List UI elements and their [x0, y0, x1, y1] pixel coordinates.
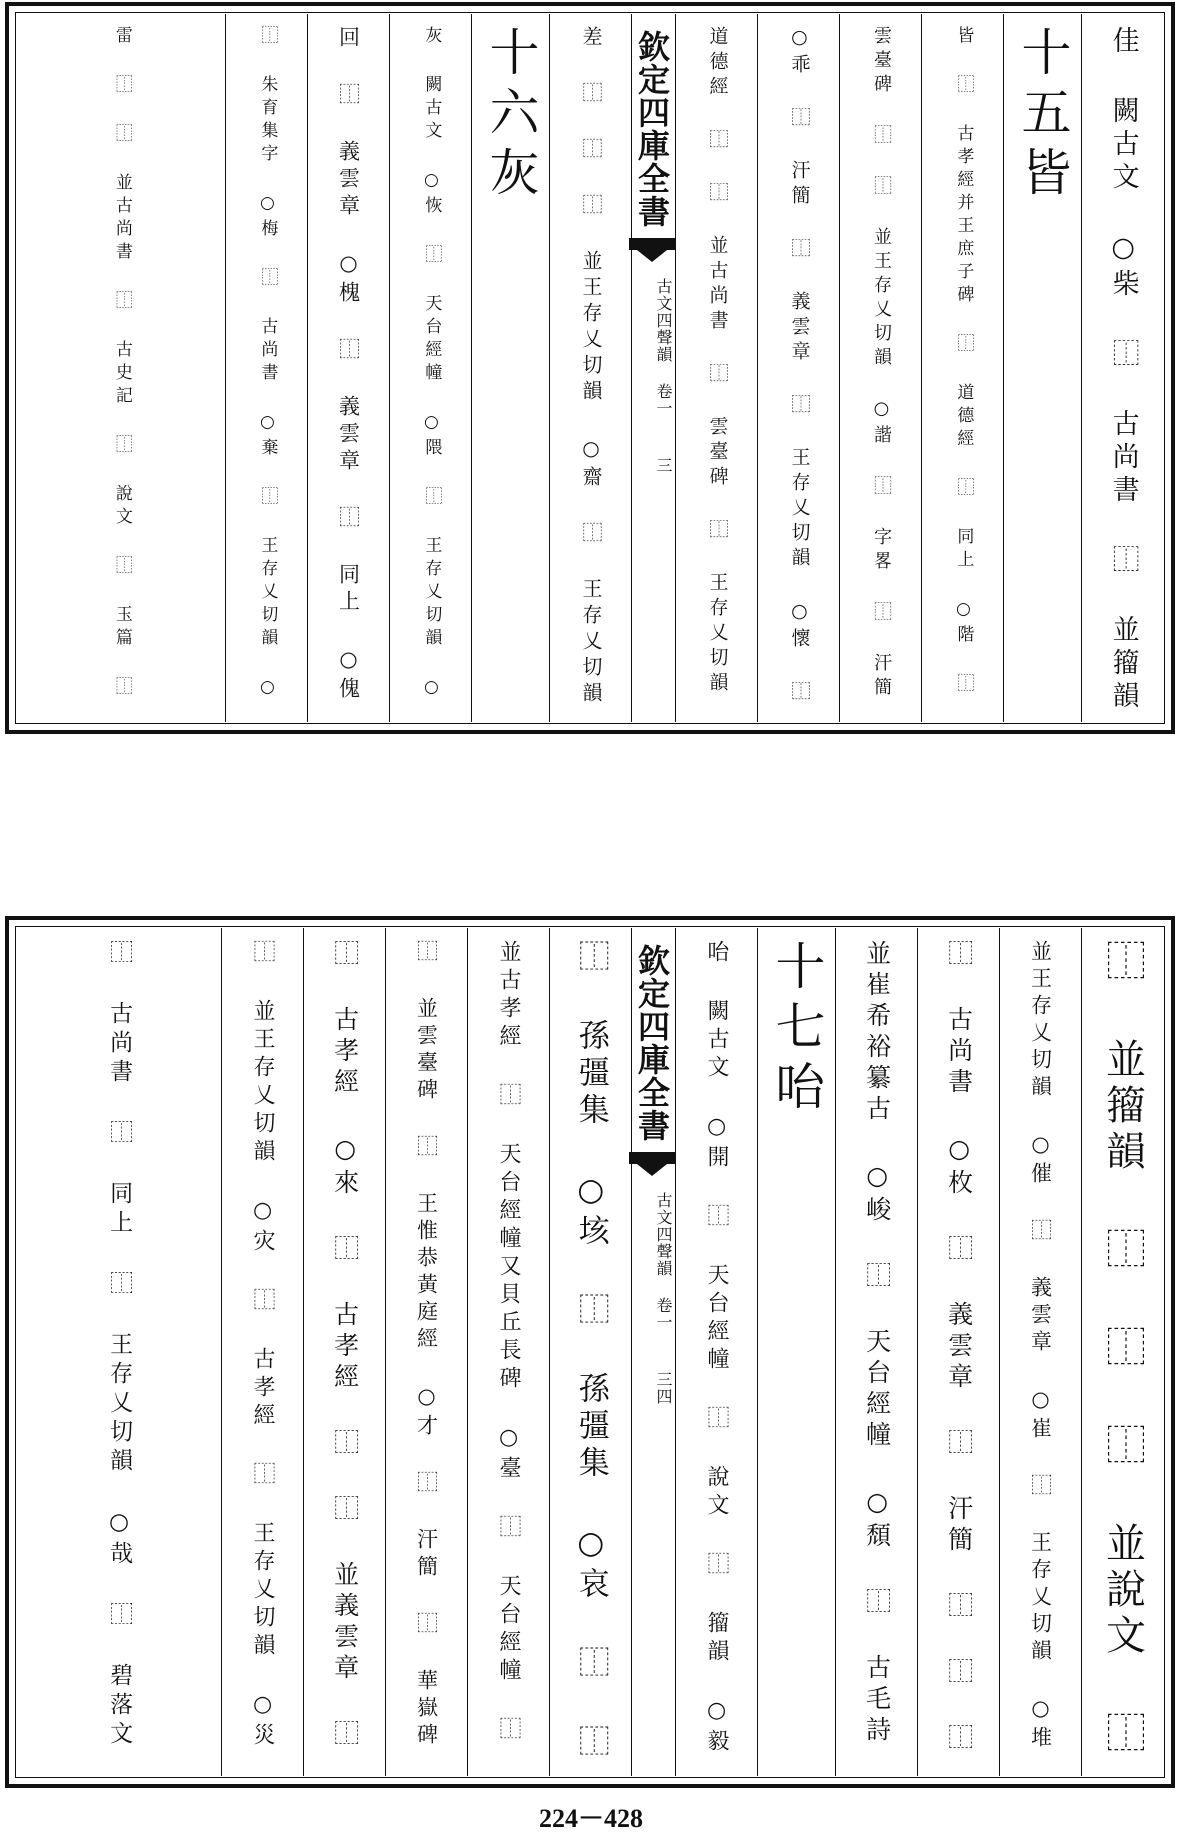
column — [1081, 928, 1163, 1776]
column-text: 雷 ⿰ ⿰ 並古尚書 ⿰ 古史記 ⿰ 說文 ⿰ 玉篇 ⿰ — [111, 26, 132, 700]
folio-number: 三 — [654, 457, 673, 474]
column — [757, 928, 835, 1776]
column — [303, 928, 385, 1776]
bottom-page — [5, 916, 1175, 1788]
column-text: ⿰ 孫彊集 ○垓 ⿰ 孫彊集 ○哀 ⿰ ⿰ — [572, 940, 609, 1762]
column — [307, 14, 389, 722]
column-text: 咍 闕古文 ○開 ⿰ 天台經幢 ⿰ 說文 ⿰ 籀韻 ○毅 — [704, 940, 730, 1757]
fish-tail-mark-icon — [629, 1152, 675, 1182]
column-text: ⿰ 並雲臺碑 ⿰ 王惟恭黃庭經 ○才 ⿰ 汗簡 ⿰ 華嶽碑 — [414, 940, 439, 1750]
column — [1003, 14, 1081, 722]
column — [17, 928, 221, 1776]
rhyme-heading: 十五皆 — [1013, 26, 1072, 206]
book-title: 欽定四庫全書 — [633, 30, 671, 228]
column-text: ⿰ 朱育集字 ○梅 ⿰ 古尚書 ○棄 ⿰ 王存乂切韻 ○ — [257, 26, 278, 703]
book-title: 欽定四庫全書 — [633, 944, 671, 1142]
column-text: 並古孝經 ⿰ 天台經幢又貝丘長碑 ○臺 ⿰ 天台經幢 ⿰ — [496, 940, 522, 1745]
column — [225, 14, 307, 722]
volume-note: 古文四聲韻 卷一 — [654, 1192, 673, 1331]
fish-tail-mark-icon — [629, 238, 675, 268]
column — [835, 928, 917, 1776]
top-page — [5, 2, 1175, 734]
column — [385, 928, 467, 1776]
column — [389, 14, 471, 722]
column — [221, 928, 303, 1776]
column-text: 並崔希裕纂古 ○峻 ⿰ 天台經幢 ○頹 ⿰ 古毛詩 — [862, 940, 892, 1747]
page-footer-number: 224－428 — [538, 1804, 643, 1833]
column — [549, 14, 631, 722]
column — [757, 14, 839, 722]
folio-number: 三四 — [654, 1371, 673, 1405]
column-text: 灰 闕古文 ○恢 ⿰ 天台經幢 ○隈 ⿰ 王存乂切韻 ○ — [421, 26, 442, 703]
column — [675, 14, 757, 722]
column — [675, 928, 757, 1776]
bottom-columns — [17, 928, 1163, 1776]
column — [471, 14, 549, 722]
column — [999, 928, 1081, 1776]
column-text: 差 ⿰ ⿰ ⿰ 並王存乂切韻 ○齋 ⿰ 王存乂切韻 — [579, 26, 603, 708]
center-fold-text — [632, 940, 675, 1768]
column-text: 佳 闕古文 ○柴 ⿰ 古尚書 ⿰ 並籀韻 — [1107, 26, 1139, 714]
column-text: ⿰ 古尚書 ○枚 ⿰ 義雲章 ⿰ 汗簡 ⿰ ⿰ ⿰ — [944, 940, 974, 1755]
top-columns — [17, 14, 1163, 722]
column-text: 回 ⿰ 義雲章 ○槐 ⿰ 義雲章 ⿰ 同上 ○傀 — [336, 26, 361, 704]
column — [549, 928, 631, 1776]
column — [467, 928, 549, 1776]
column-text: ○乖 ⿰ 汗簡 ⿰ 義雲章 ⿰ 王存乂切韻 ○懷 ⿰ — [788, 26, 811, 706]
column — [921, 14, 1003, 722]
volume-note: 古文四聲韻 卷一 — [654, 278, 673, 417]
column — [17, 14, 225, 722]
column — [839, 14, 921, 722]
column-text: 雲臺碑 ⿰ ⿰ 並王存乂切韻 ○諧 ⿰ 字畧 ⿰ 汗簡 — [870, 26, 892, 701]
column — [917, 928, 999, 1776]
rhyme-heading: 十七咍 — [767, 940, 826, 1120]
column — [1081, 14, 1163, 722]
column-text: 皆 ⿰ 古孝經并王庶子碑 ⿰ 道德經 ⿰ 同上 ○階 ⿰ — [953, 26, 974, 697]
column-text: ⿰ 古尚書 ⿰ 同上 ⿰ 王存乂切韻 ○哉 ⿰ 碧落文 — [106, 940, 133, 1750]
rhyme-heading: 十六灰 — [481, 26, 540, 206]
center-fold — [631, 14, 675, 722]
center-fold-text — [632, 26, 675, 714]
center-fold — [631, 928, 675, 1776]
column-text: ⿰ 並王存乂切韻 ○灾 ⿰ 古孝經 ⿰ 王存乂切韻 ○災 — [250, 940, 276, 1751]
column-text: 並王存乂切韻 ○催 ⿰ 義雲章 ○崔 ⿰ 王存乂切韻 ○堆 — [1028, 940, 1053, 1753]
column-text: 道德經 ⿰ ⿰ 並古尚書 ⿰ 雲臺碑 ⿰ 王存乂切韻 — [706, 26, 729, 697]
column-text: ⿰ 並籀韻 ⿰ ⿰ ⿰ 並說文 ⿰ — [1099, 940, 1146, 1758]
column-text: ⿰ 古孝經 ○來 ⿰ 古孝經 ⿰ ⿰ 並義雲章 ⿰ — [330, 940, 360, 1751]
